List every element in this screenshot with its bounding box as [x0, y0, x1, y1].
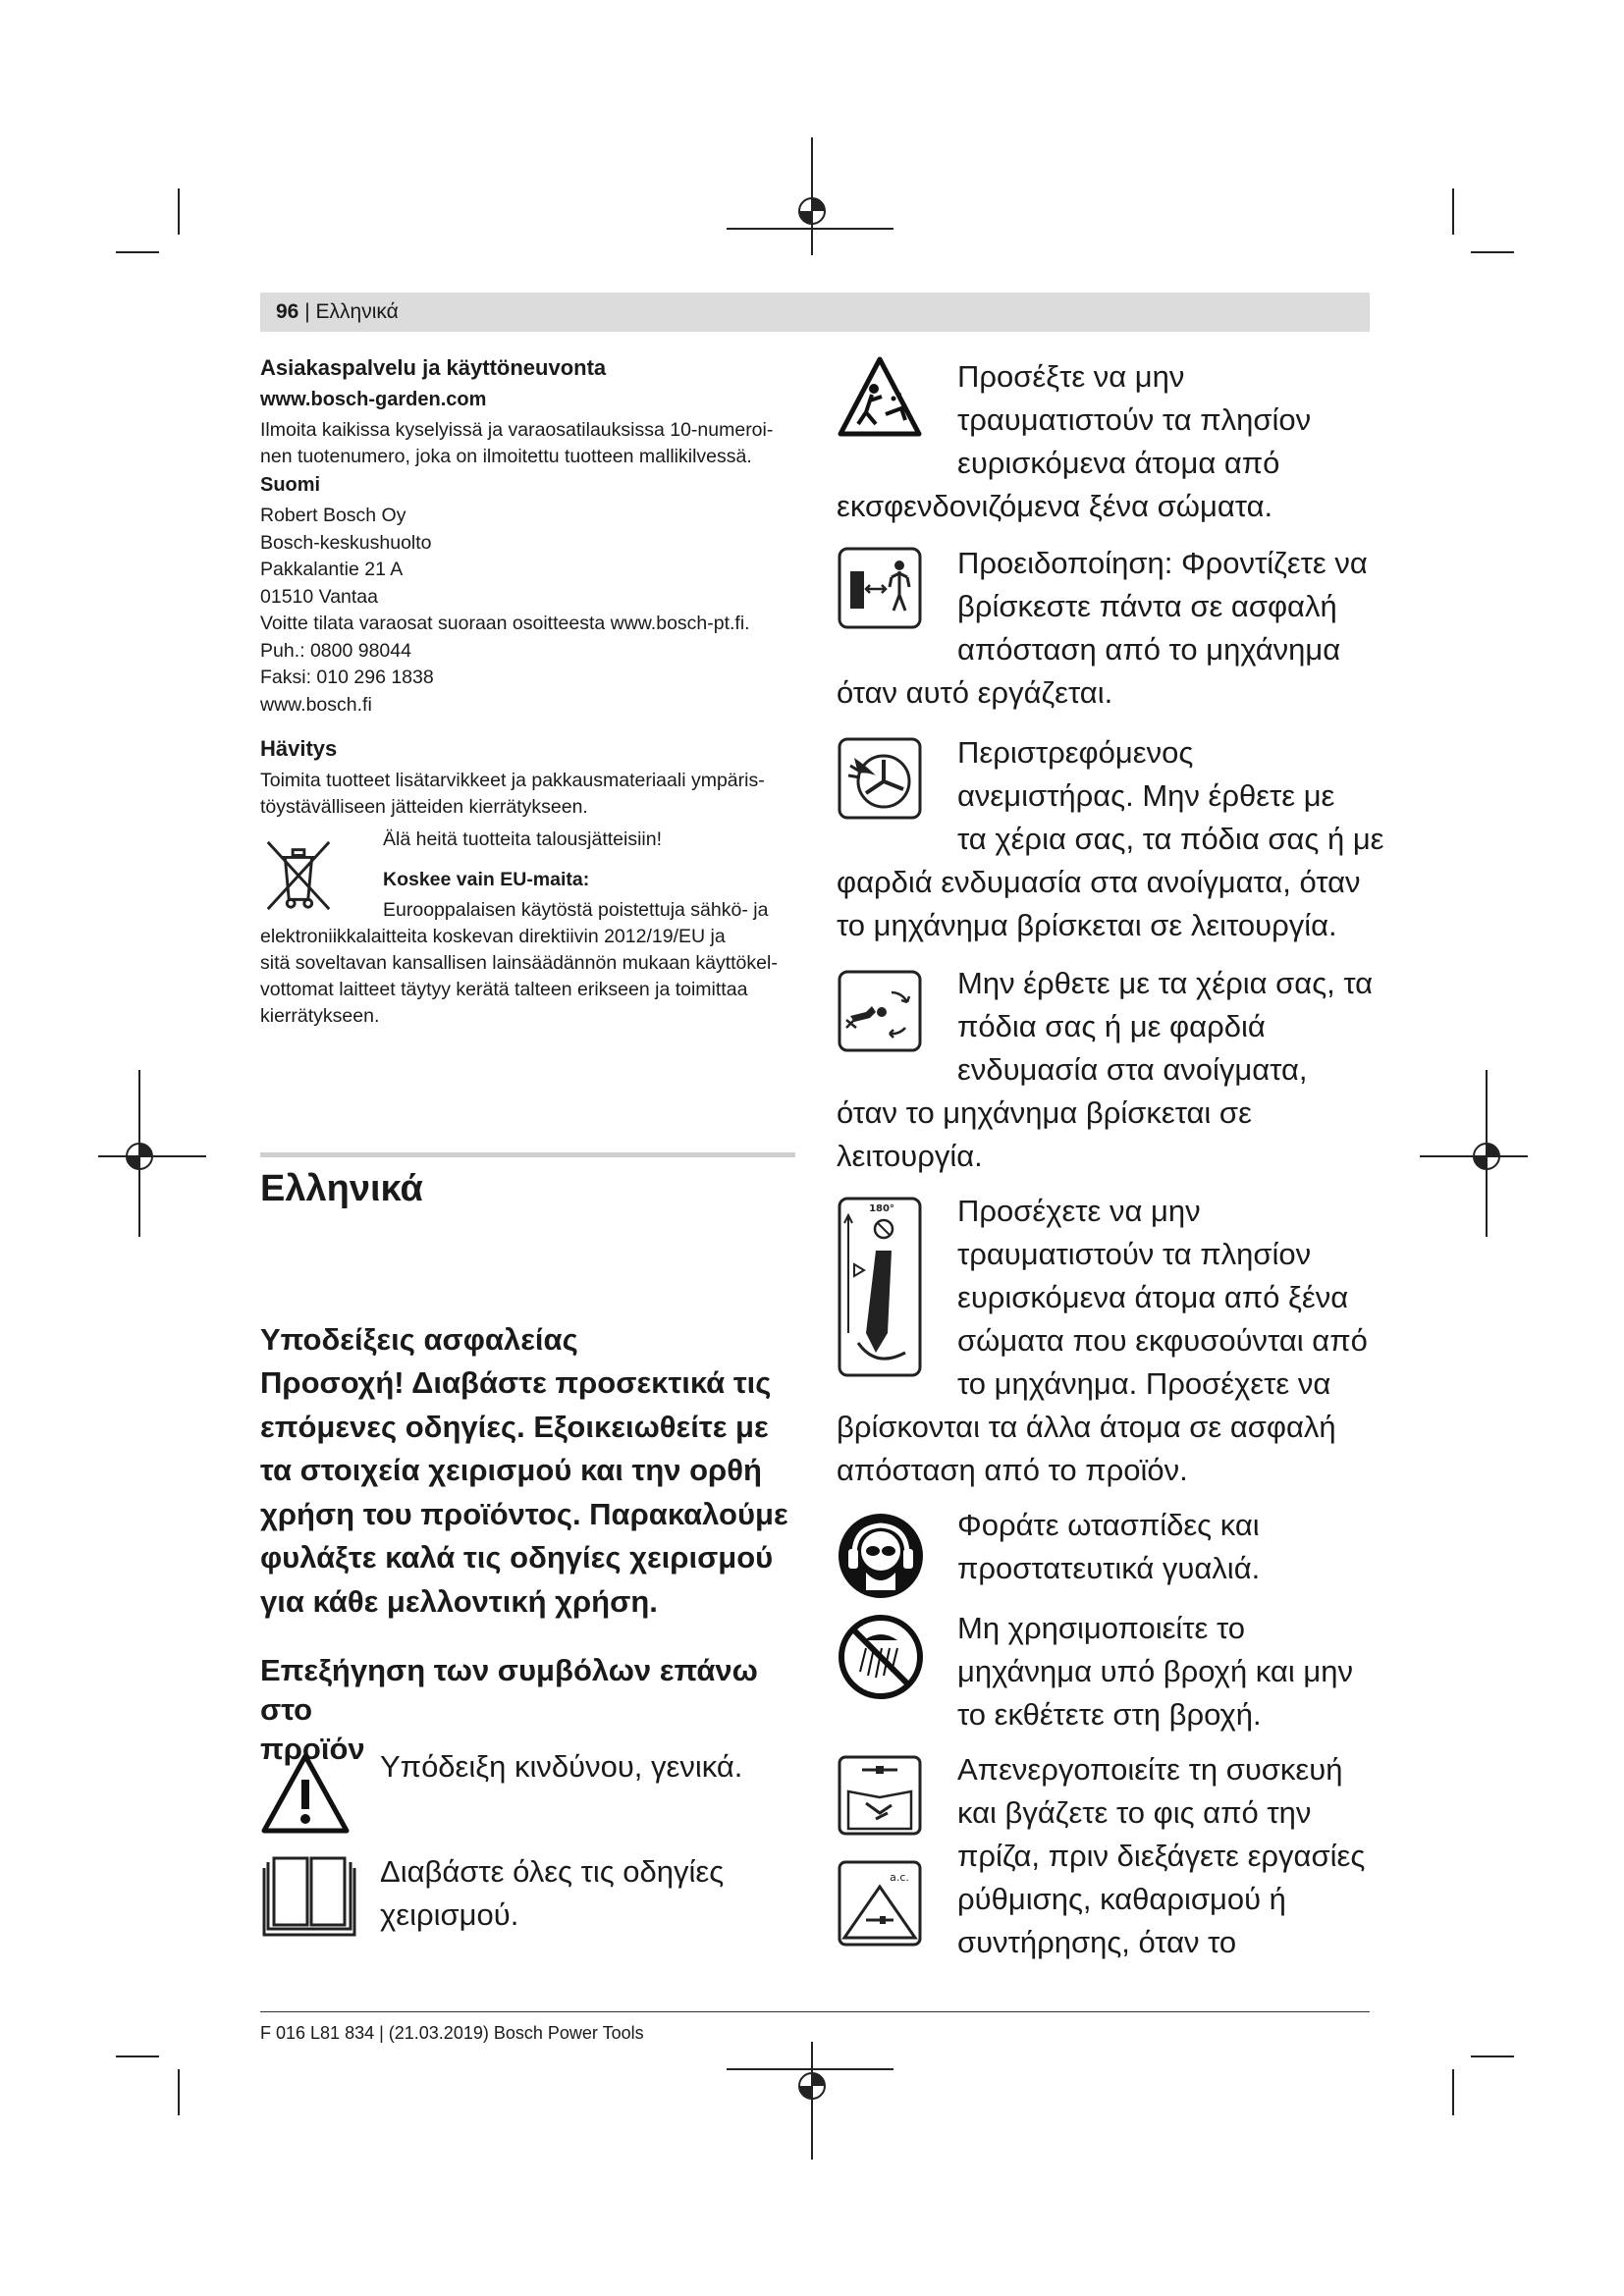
right-item-line: Προειδοποίηση: Φροντίζετε να [957, 546, 1368, 580]
eu-text-line: vottomat laitteet täytyy kerätä talteen erikseen ja toimittaa [260, 979, 748, 1000]
disposal-text-line: Toimita tuotteet lisätarvikkeet ja pakkausmateriaali ympäris- [260, 770, 765, 791]
greek-safety-section [260, 1320, 800, 1769]
right-item-line: το μηχάνημα βρίσκεται σε λειτουργία. [837, 908, 1337, 942]
registration-mark-right-icon [1420, 1070, 1528, 1237]
crop-mark [1452, 188, 1454, 235]
warning-line: τα στοιχεία χειρισμού και την ορθή [260, 1453, 762, 1487]
safety-heading: Υποδείξεις ασφαλείας [260, 1322, 578, 1357]
footer-text: F 016 L81 834 | (21.03.2019) Bosch Power Tools [260, 2023, 644, 2043]
address-line: 01510 Vantaa [260, 585, 378, 608]
right-item-line: πόδια σας ή με φαρδιά [957, 1009, 1266, 1043]
rotating-fan-icon [837, 736, 923, 821]
right-item-4-text-cont [837, 1092, 1252, 1178]
header-separator: | [304, 300, 310, 323]
safety-warning [260, 1362, 800, 1624]
thrown-objects-icon [837, 355, 923, 440]
unplug-manual-icon [837, 1754, 923, 1837]
safe-distance-icon [837, 546, 923, 630]
right-item-1-text-cont: εκσφενδονιζόμενα ξένα σώματα. [837, 489, 1273, 523]
symbols-heading-line: Επεξήγηση των συμβόλων επάνω στο [260, 1653, 758, 1727]
no-household-waste: Älä heitä tuotteita talousjätteisiin! [383, 828, 663, 850]
crop-mark [178, 188, 180, 235]
service-text-line: Ilmoita kaikissa kyselyissä ja varaosatilauksissa 10-numeroi- [260, 419, 774, 441]
right-item-line: Μην έρθετε με τα χέρια σας, τα [957, 966, 1374, 1000]
address-line: Puh.: 0800 98044 [260, 639, 411, 662]
right-item-line: ευρισκόμενα άτομα από ξένα [957, 1280, 1349, 1314]
crop-mark [116, 251, 159, 253]
crop-mark [1452, 2069, 1454, 2115]
symbols-heading-line: προϊόν [260, 1732, 365, 1766]
address-line: Bosch-keskushuolto [260, 531, 432, 554]
right-item-line: τραυματιστούν τα πλησίον [957, 1237, 1312, 1271]
disposal-text-line: töystävälliseen jätteiden kierrätykseen. [260, 796, 588, 818]
right-item-line: σώματα που εκφυσούνται από [957, 1323, 1368, 1358]
address-line: Voitte tilata varaosat suoraan osoitteesta www.bosch-pt.fi. [260, 613, 750, 634]
eu-text-line: kierrätykseen. [260, 1005, 380, 1027]
registration-mark-left-icon [98, 1070, 206, 1237]
symbol-general-text: Υπόδειξη κινδύνου, γενικά. [380, 1749, 743, 1784]
page-header [260, 293, 1370, 332]
right-item-line: λειτουργία. [837, 1139, 983, 1173]
right-item-5-text [957, 1190, 1368, 1406]
symbol-read-line: χειρισμού. [380, 1897, 519, 1932]
no-rain-icon [837, 1613, 925, 1701]
right-item-line: πρίζα, πριν διεξάγετε εργασίες [957, 1839, 1366, 1873]
right-item-line: απόσταση από το προϊόν. [837, 1453, 1188, 1487]
right-item-3-text-cont [837, 861, 1361, 947]
right-item-2-text [957, 542, 1368, 671]
registration-mark-top-icon [727, 137, 893, 255]
disposal-text [260, 768, 795, 821]
ac-label: a.c. [890, 1871, 909, 1884]
footer-rule [260, 2011, 1370, 2012]
service-text-line: nen tuotenumero, joka on ilmoitettu tuotteen mallikilvessä. [260, 446, 752, 467]
right-item-line: το εκθέτετε στη βροχή. [957, 1697, 1262, 1732]
eu-text-line: sitä soveltavan kansallisen lainsäädännön mukaan käyttökel- [260, 952, 778, 974]
right-item-line: φαρδιά ενδυμασία στα ανοίγματα, όταν [837, 865, 1361, 899]
address-line: Faksi: 010 296 1838 [260, 667, 434, 688]
weee-block [260, 827, 795, 924]
service-heading: Asiakaspalvelu ja käyttöneuvonta [260, 355, 607, 380]
country-heading: Suomi [260, 474, 321, 496]
right-item-line: βρίσκεστε πάντα σε ασφαλή [957, 589, 1337, 623]
right-item-line: απόσταση από το μηχάνημα [957, 632, 1341, 667]
service-text [260, 417, 795, 470]
symbol-read-line: Διαβάστε όλες τις οδηγίες [380, 1854, 725, 1889]
warning-line: Προσοχή! Διαβάστε προσεκτικά τις [260, 1365, 772, 1400]
right-item-5-text-cont [837, 1406, 1336, 1492]
eu-text-first: Eurooppalaisen käytöstä poistettuja sähkö- ja [383, 899, 769, 921]
weee-text [260, 827, 795, 924]
right-item-line: Περιστρεφόμενος [957, 735, 1194, 770]
keep-hands-away-icon [837, 969, 923, 1053]
warning-line: χρήση του προϊόντος. Παρακαλούμε [260, 1496, 788, 1531]
right-item-line: Προσέχετε να μην [957, 1194, 1201, 1228]
right-item-line: το μηχάνημα. Προσέχετε να [957, 1366, 1331, 1401]
right-item-line: συντήρησης, όταν το [957, 1925, 1237, 1959]
page-number-label [276, 300, 399, 324]
right-item-8-text [957, 1748, 1365, 1964]
website-link: www.bosch-garden.com [260, 389, 487, 410]
section-divider [260, 1152, 795, 1157]
address-line: Robert Bosch Oy [260, 505, 406, 526]
right-item-line: προστατευτικά γυαλιά. [957, 1551, 1261, 1585]
crop-mark [178, 2069, 180, 2115]
right-item-line: Φοράτε ωτασπίδες και [957, 1508, 1260, 1542]
book-icon [260, 1850, 358, 1939]
right-item-3-text [957, 731, 1384, 861]
eu-only-heading: Koskee vain EU-maita: [383, 869, 590, 890]
right-item-7-text [957, 1607, 1353, 1736]
right-item-line: τραυματιστούν τα πλησίον [957, 402, 1312, 437]
warning-triangle-icon [260, 1752, 351, 1835]
right-item-line: μηχάνημα υπό βροχή και μην [957, 1654, 1353, 1688]
eu-text-continued [260, 924, 795, 1030]
right-item-line: και βγάζετε το φις από την [957, 1795, 1312, 1830]
warning-line: φυλάξτε καλά τις οδηγίες χειρισμού [260, 1540, 774, 1575]
address-block [260, 503, 795, 719]
deg-label: 180° [869, 1203, 894, 1214]
right-item-2-text-cont: όταν αυτό εργάζεται. [837, 675, 1113, 710]
right-item-line: Μη χρησιμοποιείτε το [957, 1611, 1246, 1645]
right-item-4-text [957, 962, 1373, 1092]
right-item-line: Απενεργοποιείτε τη συσκευή [957, 1752, 1343, 1787]
header-language: Ελληνικά [315, 300, 399, 323]
crossed-bin-icon [260, 836, 337, 913]
section-title: Ελληνικά [260, 1168, 423, 1209]
right-item-line: ενδυμασία στα ανοίγματα, [957, 1052, 1308, 1087]
ear-eye-protection-icon [837, 1512, 925, 1600]
right-item-6-text [957, 1504, 1260, 1590]
right-item-line: βρίσκονται τα άλλα άτομα σε ασφαλή [837, 1410, 1336, 1444]
page-number: 96 [276, 300, 299, 323]
right-item-line: τα χέρια σας, τα πόδια σας ή με [957, 822, 1384, 856]
eu-text-line: elektroniikkalaitteita koskevan direktiivin 2012/19/EU ja [260, 926, 726, 947]
crop-mark [116, 2056, 159, 2057]
address-line: www.bosch.fi [260, 693, 372, 716]
registration-mark-bottom-icon [727, 2042, 893, 2160]
warning-line: επόμενες οδηγίες. Εξοικειωθείτε με [260, 1409, 769, 1444]
right-item-line: ρύθμισης, καθαρισμού ή [957, 1882, 1286, 1916]
blower-objects-icon [837, 1196, 923, 1378]
right-item-line: ευρισκόμενα άτομα από [957, 446, 1280, 480]
unplug-ac-icon [837, 1859, 923, 1948]
right-item-line: Προσέξτε να μην [957, 359, 1185, 394]
right-item-line: όταν το μηχάνημα βρίσκεται σε [837, 1095, 1252, 1130]
right-item-line: ανεμιστήρας. Μην έρθετε με [957, 778, 1335, 813]
address-line: Pakkalantie 21 A [260, 559, 404, 580]
crop-mark [1471, 2056, 1514, 2057]
warning-line: για κάθε μελλοντική χρήση. [260, 1583, 658, 1619]
crop-mark [1471, 251, 1514, 253]
finnish-section [260, 355, 795, 1030]
right-item-1-text [957, 355, 1311, 485]
disposal-heading: Hävitys [260, 736, 338, 761]
symbol-read-text [380, 1850, 724, 1937]
